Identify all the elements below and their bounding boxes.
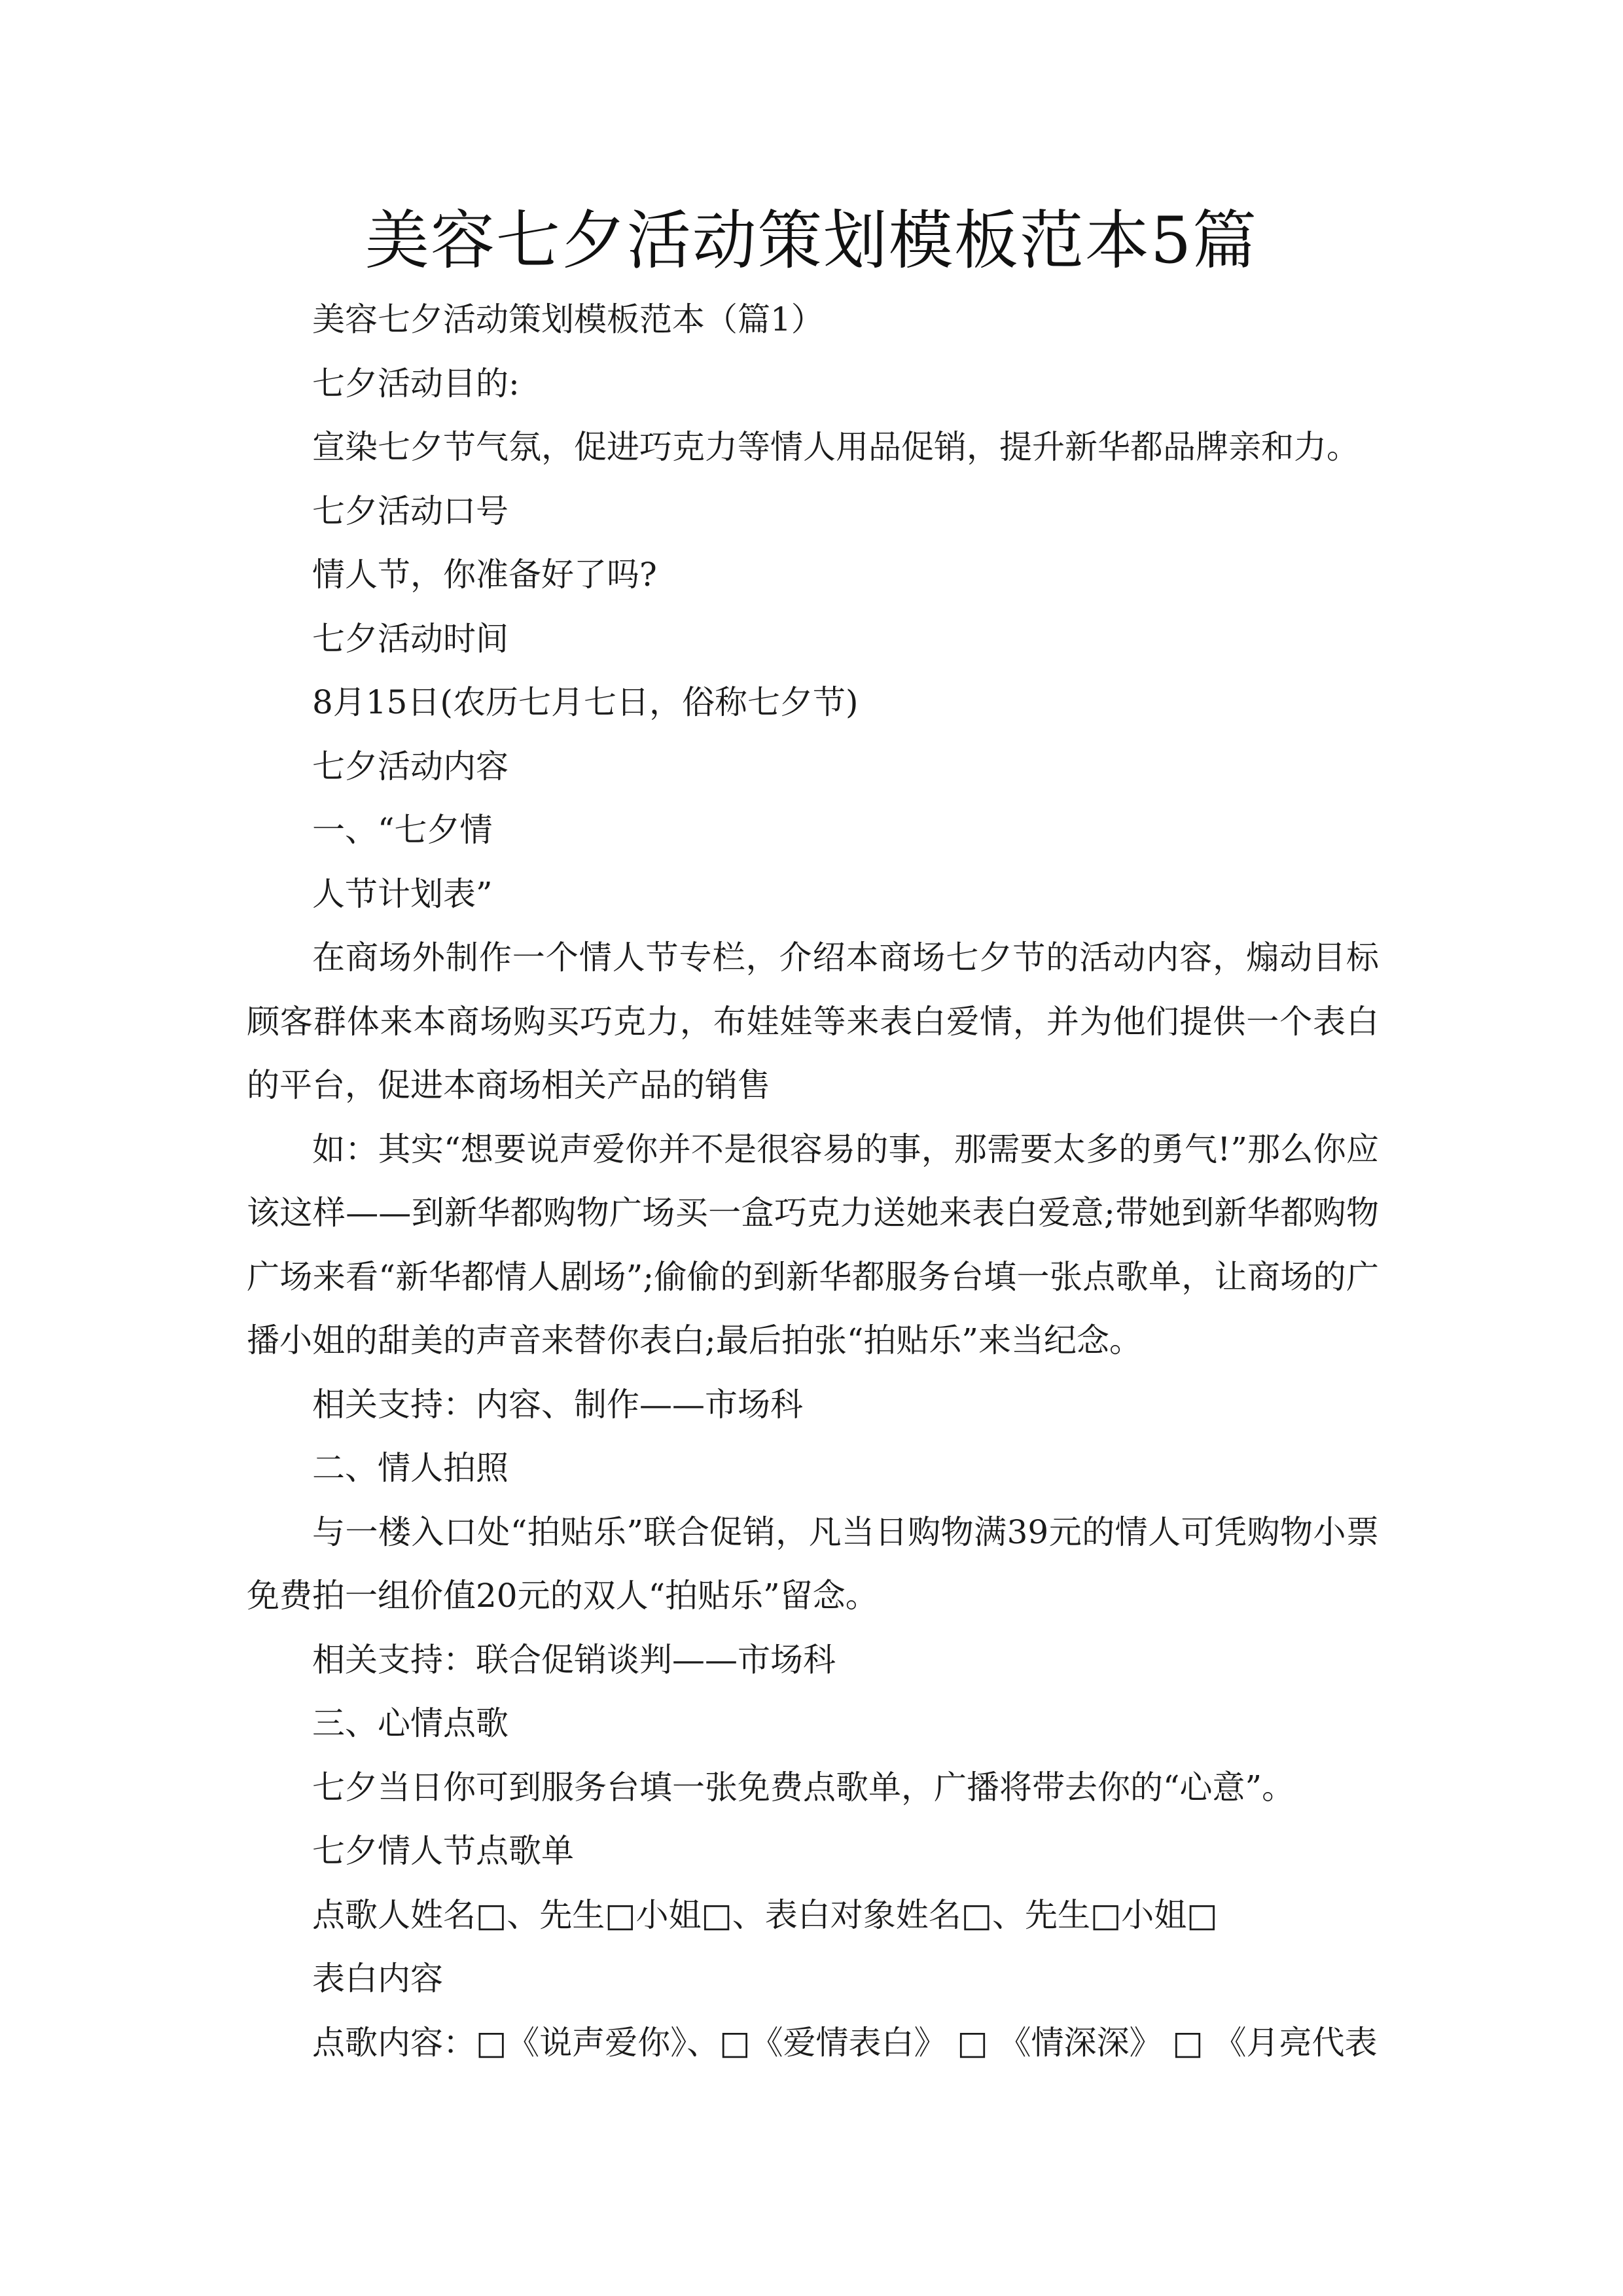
paragraph: 三、心情点歌 [312, 1704, 508, 1742]
document-body [247, 288, 1379, 2075]
paragraph: 情人节，你准备好了吗? [312, 556, 657, 594]
paragraph: 与一楼入口处“拍贴乐”联合促销，凡当日购物满39元的情人可凭购物小票免费拍一组价值20元的双人“拍贴乐”留念。 [247, 1513, 1379, 1615]
paragraph: 二、情人拍照 [312, 1449, 508, 1487]
paragraph: 相关支持：联合促销谈判——市场科 [312, 1640, 836, 1679]
paragraph: 七夕活动时间 [312, 619, 508, 658]
paragraph: 七夕当日你可到服务台填一张免费点歌单，广播将带去你的“心意”。 [312, 1768, 1295, 1806]
paragraph: 七夕活动目的: [312, 364, 520, 403]
document-title: 美容七夕活动策划模板范本5篇 [365, 204, 1258, 278]
paragraph: 七夕活动口号 [312, 492, 508, 530]
paragraph: 一、“七夕情 [312, 811, 493, 849]
paragraph: 人节计划表” [312, 874, 493, 913]
paragraph: 8月15日(农历七月七日，俗称七夕节) [312, 683, 859, 721]
paragraph: 在商场外制作一个情人节专栏，介绍本商场七夕节的活动内容，煽动目标顾客群体来本商场购买巧克力，布娃娃等来表白爱情，并为他们提供一个表白的平台，促进本商场相关产品的销售 [247, 939, 1379, 1104]
paragraph: 相关支持：内容、制作——市场科 [312, 1385, 803, 1424]
paragraph: 如：其实“想要说声爱你并不是很容易的事，那需要太多的勇气!”那么你应该这样——到新华都购物广场买一盒巧克力送她来表白爱意;带她到新华都购物广场来看“新华都情人剧场”;偷偷的到新华都服务台填一张点歌单，让商场的广播小姐的甜美的声音来替你表白;最后拍张“拍贴乐”来当纪念。 [247, 1130, 1379, 1359]
section-heading: 美容七夕活动策划模板范本（篇1） [312, 300, 824, 338]
paragraph: 点歌内容：□《说声爱你》、□《爱情表白》 □ 《情深深》 □ 《月亮代表 [312, 2023, 1378, 2062]
paragraph: 表白内容 [312, 1960, 443, 1998]
paragraph: 七夕活动内容 [312, 747, 508, 785]
paragraph: 点歌人姓名□、先生□小姐□、表白对象姓名□、先生□小姐□ [312, 1895, 1218, 1934]
paragraph: 七夕情人节点歌单 [312, 1832, 574, 1870]
paragraph: 宣染七夕节气氛，促进巧克力等情人用品促销，提升新华都品牌亲和力。 [312, 428, 1359, 466]
